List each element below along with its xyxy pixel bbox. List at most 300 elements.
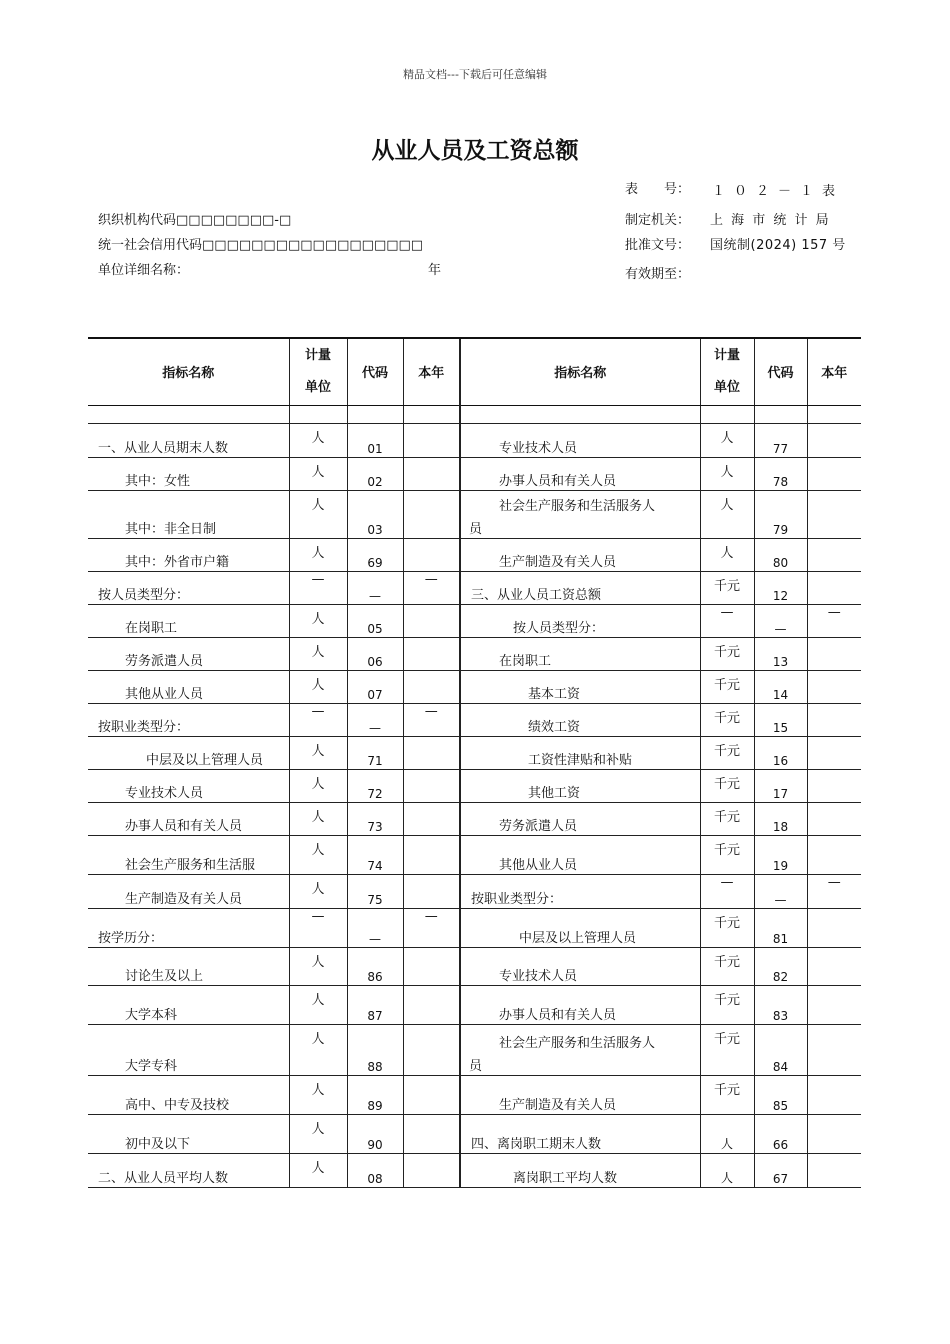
left-code-cell — [347, 802, 403, 835]
left-value-cell — [403, 703, 460, 736]
left-indicator-name: 办事人员和有关人员 — [125, 818, 243, 834]
left-unit: 人 — [311, 430, 325, 446]
org-code-label: 织织机构代码□□□□□□□□-□ — [98, 213, 292, 228]
right-unit: 人 — [720, 545, 734, 561]
left-value-cell — [403, 736, 460, 769]
table-row — [88, 985, 861, 1024]
right-code-cell — [754, 1153, 807, 1187]
valid-until-label: 有效期至： — [625, 267, 691, 282]
right-value-cell — [807, 874, 861, 908]
left-unit-cell — [289, 802, 347, 835]
left-unit: 人 — [311, 611, 325, 627]
left-code: 73 — [367, 819, 383, 834]
year-label: 年 — [428, 263, 442, 278]
right-indicator-cell — [460, 1024, 700, 1075]
right-code: 17 — [772, 786, 789, 801]
right-indicator-cell — [460, 703, 700, 736]
right-unit: — — [720, 604, 734, 620]
right-value-cell — [807, 1114, 861, 1153]
right-indicator-name: 按人员类型分： — [513, 620, 605, 636]
left-indicator-cell — [88, 908, 289, 947]
left-value-cell — [403, 1114, 460, 1153]
table-header-row — [88, 338, 861, 405]
left-indicator-cell — [88, 1024, 289, 1075]
right-unit: 人 — [720, 1170, 733, 1185]
left-value-cell — [403, 985, 460, 1024]
left-code-cell — [347, 1075, 403, 1114]
left-value-cell — [403, 490, 460, 538]
left-code: 86 — [367, 969, 383, 984]
right-indicator-name: 专业技术人员 — [499, 968, 578, 984]
left-code-cell — [347, 985, 403, 1024]
header-name-left: 指标名称 — [88, 338, 289, 405]
right-value-cell — [807, 703, 861, 736]
right-indicator-cell — [460, 1153, 700, 1187]
right-indicator-cell — [460, 1075, 700, 1114]
right-unit: 千元 — [713, 1031, 740, 1047]
left-code: 03 — [367, 522, 383, 537]
right-code: 66 — [772, 1137, 789, 1152]
table-no-label: 表 号： — [625, 182, 691, 197]
issuer-value: 上 海 市 统 计 局 — [710, 213, 831, 228]
left-indicator-name: 劳务派遣人员 — [125, 653, 204, 669]
left-value-cell — [403, 1024, 460, 1075]
right-value: — — [827, 604, 841, 620]
right-unit: — — [720, 874, 734, 890]
left-indicator-cell — [88, 985, 289, 1024]
right-code-cell — [754, 1075, 807, 1114]
right-code-cell — [754, 490, 807, 538]
right-unit-cell — [700, 604, 754, 637]
right-indicator-cell — [460, 947, 700, 985]
right-unit-cell — [700, 457, 754, 490]
left-value-cell — [403, 457, 460, 490]
right-value-cell — [807, 423, 861, 457]
left-unit-cell — [289, 1075, 347, 1114]
right-code: 85 — [772, 1098, 789, 1113]
left-code-cell — [347, 1114, 403, 1153]
right-unit: 人 — [720, 430, 734, 446]
left-code-cell — [347, 908, 403, 947]
right-indicator-cell — [460, 490, 700, 538]
table-row — [88, 736, 861, 769]
right-code-cell — [754, 835, 807, 874]
right-unit: 人 — [720, 497, 734, 513]
left-code-cell — [347, 769, 403, 802]
credit-code-label: 统一社会信用代码□□□□□□□□□□□□□□□□□□ — [98, 238, 424, 253]
left-indicator-cell — [88, 571, 289, 604]
left-indicator-name: 中层及以上管理人员 — [146, 752, 264, 768]
left-value-cell — [403, 769, 460, 802]
left-code-cell — [347, 670, 403, 703]
left-code-cell — [347, 874, 403, 908]
right-code-cell — [754, 637, 807, 670]
table-row — [88, 1024, 861, 1075]
right-code-cell — [754, 1114, 807, 1153]
left-indicator-cell — [88, 490, 289, 538]
right-code: 77 — [772, 441, 789, 456]
right-code-cell — [754, 985, 807, 1024]
right-code-cell — [754, 571, 807, 604]
right-value-cell — [807, 908, 861, 947]
left-indicator-name: 专业技术人员 — [125, 785, 204, 801]
left-unit-cell — [289, 538, 347, 571]
header-unit-right — [700, 338, 754, 405]
left-code: 01 — [367, 441, 383, 456]
left-unit: 人 — [311, 1082, 325, 1098]
left-unit-cell — [289, 908, 347, 947]
right-indicator-cell — [460, 670, 700, 703]
left-code-cell — [347, 835, 403, 874]
left-indicator-cell — [88, 1114, 289, 1153]
left-unit: — — [311, 703, 325, 719]
right-code: — — [774, 621, 787, 636]
right-unit: 千元 — [713, 842, 740, 858]
header-code-right: 代码 — [754, 338, 807, 405]
right-code-cell — [754, 769, 807, 802]
header-value-left: 本年 — [403, 338, 460, 405]
left-code: — — [369, 720, 381, 735]
left-indicator-cell — [88, 736, 289, 769]
left-code: 88 — [367, 1059, 383, 1074]
right-value-cell — [807, 985, 861, 1024]
left-code: 06 — [367, 654, 383, 669]
left-code: 89 — [367, 1098, 383, 1113]
left-indicator-name: 按人员类型分： — [98, 587, 190, 603]
left-unit-cell — [289, 769, 347, 802]
header-unit-top-left: 计量 — [304, 347, 331, 363]
right-code-cell — [754, 670, 807, 703]
right-unit-cell — [700, 423, 754, 457]
right-unit: 人 — [720, 1136, 733, 1151]
right-indicator-cell — [460, 874, 700, 908]
left-unit-cell — [289, 985, 347, 1024]
header-unit-bottom-left: 单位 — [304, 379, 331, 395]
table-row — [88, 604, 861, 637]
left-code: 75 — [367, 892, 383, 907]
left-indicator-cell — [88, 457, 289, 490]
left-indicator-cell — [88, 538, 289, 571]
right-code: 82 — [772, 969, 789, 984]
right-indicator-cell — [460, 423, 700, 457]
statistics-table — [88, 337, 861, 1188]
right-indicator-name: 在岗职工 — [499, 653, 552, 669]
right-unit-cell — [700, 1075, 754, 1114]
right-code: — — [774, 892, 787, 907]
left-code-cell — [347, 637, 403, 670]
right-value-cell — [807, 736, 861, 769]
left-unit: 人 — [311, 677, 325, 693]
left-unit: 人 — [311, 842, 325, 858]
left-indicator-name: 高中、中专及技校 — [125, 1097, 230, 1113]
right-code: 78 — [772, 474, 789, 489]
left-unit: — — [311, 571, 325, 587]
left-unit: 人 — [311, 644, 325, 660]
right-unit: 千元 — [713, 578, 740, 594]
right-indicator-name-wrap: 员 — [469, 1058, 483, 1074]
right-unit: 千元 — [713, 915, 740, 931]
table-row — [88, 874, 861, 908]
right-unit-cell — [700, 538, 754, 571]
right-unit-cell — [700, 736, 754, 769]
left-code: — — [369, 931, 381, 946]
left-unit: 人 — [311, 776, 325, 792]
page-title: 从业人员及工资总额 — [371, 137, 579, 164]
left-code-cell — [347, 571, 403, 604]
table-row — [88, 802, 861, 835]
table-row — [88, 769, 861, 802]
left-code: 74 — [367, 858, 383, 873]
right-value-cell — [807, 1153, 861, 1187]
left-code: 90 — [367, 1137, 383, 1152]
left-indicator-name: 其中：女性 — [125, 473, 191, 489]
right-indicator-cell — [460, 637, 700, 670]
left-indicator-name: 按学历分： — [98, 930, 164, 946]
right-unit-cell — [700, 874, 754, 908]
right-unit: 千元 — [713, 743, 740, 759]
right-code-cell — [754, 874, 807, 908]
right-indicator-cell — [460, 802, 700, 835]
right-value-cell — [807, 538, 861, 571]
left-unit-cell — [289, 703, 347, 736]
right-unit-cell — [700, 1024, 754, 1075]
left-indicator-name: 生产制造及有关人员 — [125, 891, 243, 907]
right-unit: 千元 — [713, 992, 740, 1008]
left-code-cell — [347, 736, 403, 769]
right-indicator-name: 离岗职工平均人数 — [513, 1170, 618, 1186]
header-code-left: 代码 — [347, 338, 403, 405]
right-value-cell — [807, 947, 861, 985]
right-code: 80 — [772, 555, 789, 570]
table-no-value: １０２－１表 — [712, 184, 845, 199]
left-value-cell — [403, 670, 460, 703]
left-unit-cell — [289, 1024, 347, 1075]
left-unit-cell — [289, 637, 347, 670]
table-row — [88, 1153, 861, 1187]
left-code-cell — [347, 947, 403, 985]
left-indicator-name: 讨论生及以上 — [125, 968, 204, 984]
right-indicator-name: 其他工资 — [528, 785, 581, 801]
left-code: 05 — [367, 621, 383, 636]
right-code: 18 — [772, 819, 789, 834]
right-code: 81 — [772, 931, 789, 946]
right-value-cell — [807, 457, 861, 490]
left-indicator-name: 其他从业人员 — [125, 686, 204, 702]
right-code-cell — [754, 423, 807, 457]
right-unit-cell — [700, 835, 754, 874]
right-indicator-name-wrap: 员 — [469, 521, 483, 537]
right-indicator-name: 基本工资 — [528, 686, 581, 702]
left-code: 02 — [367, 474, 383, 489]
table-row — [88, 1075, 861, 1114]
right-code: 67 — [772, 1171, 789, 1186]
left-indicator-cell — [88, 670, 289, 703]
left-indicator-cell — [88, 637, 289, 670]
header-unit-top-right: 计量 — [713, 347, 740, 363]
right-code-cell — [754, 538, 807, 571]
table-row — [88, 835, 861, 874]
right-value-cell — [807, 769, 861, 802]
left-unit: 人 — [311, 992, 325, 1008]
left-value-cell — [403, 835, 460, 874]
left-unit: 人 — [311, 545, 325, 561]
table-row — [88, 538, 861, 571]
left-code-cell — [347, 1153, 403, 1187]
right-code-cell — [754, 604, 807, 637]
right-indicator-cell — [460, 571, 700, 604]
right-indicator-cell — [460, 835, 700, 874]
left-unit: 人 — [311, 497, 325, 513]
right-indicator-name: 按职业类型分： — [471, 891, 563, 907]
left-code-cell — [347, 457, 403, 490]
table-row — [88, 490, 861, 538]
left-indicator-cell — [88, 703, 289, 736]
left-value: — — [424, 571, 438, 587]
right-unit: 人 — [720, 464, 734, 480]
right-value: — — [827, 874, 841, 890]
left-value-cell — [403, 604, 460, 637]
left-value-cell — [403, 1075, 460, 1114]
left-unit: 人 — [311, 464, 325, 480]
left-indicator-cell — [88, 947, 289, 985]
table-row — [88, 571, 861, 604]
table-row — [88, 947, 861, 985]
table-row — [88, 1114, 861, 1153]
left-value-cell — [403, 1153, 460, 1187]
right-unit-cell — [700, 947, 754, 985]
right-unit-cell — [700, 908, 754, 947]
issuer-label: 制定机关： — [625, 213, 691, 228]
right-code: 83 — [772, 1008, 789, 1023]
left-code-cell — [347, 604, 403, 637]
right-unit-cell — [700, 1153, 754, 1187]
right-unit-cell — [700, 490, 754, 538]
approval-value: 国统制(2024) 157 号 — [710, 238, 846, 253]
left-unit-cell — [289, 490, 347, 538]
right-code: 16 — [772, 753, 789, 768]
right-code-cell — [754, 947, 807, 985]
left-value-cell — [403, 423, 460, 457]
right-indicator-name: 劳务派遣人员 — [499, 818, 578, 834]
right-indicator-name: 办事人员和有关人员 — [499, 1007, 617, 1023]
left-indicator-name: 一、从业人员期末人数 — [98, 440, 229, 456]
right-indicator-name: 工资性津贴和补贴 — [528, 752, 633, 768]
left-indicator-cell — [88, 802, 289, 835]
right-code-cell — [754, 457, 807, 490]
left-value: — — [424, 908, 438, 924]
left-indicator-name: 大学本科 — [125, 1007, 178, 1023]
right-unit-cell — [700, 769, 754, 802]
table-row — [88, 908, 861, 947]
left-value-cell — [403, 874, 460, 908]
right-value-cell — [807, 1024, 861, 1075]
left-unit: 人 — [311, 1121, 325, 1137]
right-code: 79 — [772, 522, 789, 537]
right-unit-cell — [700, 571, 754, 604]
right-indicator-name: 生产制造及有关人员 — [499, 1097, 617, 1113]
left-indicator-name: 社会生产服务和生活服 — [125, 857, 256, 873]
right-code: 19 — [772, 858, 789, 873]
right-unit: 千元 — [713, 644, 740, 660]
right-unit-cell — [700, 985, 754, 1024]
left-unit-cell — [289, 1114, 347, 1153]
left-code: 87 — [367, 1008, 383, 1023]
right-value-cell — [807, 571, 861, 604]
left-value-cell — [403, 538, 460, 571]
right-indicator-cell — [460, 769, 700, 802]
right-unit: 千元 — [713, 1082, 740, 1098]
left-indicator-name: 其中：外省市户籍 — [125, 554, 230, 570]
left-code-cell — [347, 1024, 403, 1075]
table-row — [88, 423, 861, 457]
right-unit-cell — [700, 637, 754, 670]
right-code: 84 — [772, 1059, 789, 1074]
header-value-right: 本年 — [807, 338, 861, 405]
left-unit: 人 — [311, 1160, 325, 1176]
left-unit: — — [311, 908, 325, 924]
left-indicator-name: 二、从业人员平均人数 — [98, 1170, 229, 1186]
left-code: 69 — [367, 555, 383, 570]
right-indicator-cell — [460, 538, 700, 571]
right-unit-cell — [700, 802, 754, 835]
right-code-cell — [754, 908, 807, 947]
right-unit-cell — [700, 703, 754, 736]
left-indicator-name: 初中及以下 — [125, 1136, 191, 1152]
left-indicator-cell — [88, 423, 289, 457]
right-value-cell — [807, 490, 861, 538]
right-unit: 千元 — [713, 809, 740, 825]
right-code: 12 — [772, 588, 789, 603]
left-indicator-cell — [88, 874, 289, 908]
left-indicator-cell — [88, 835, 289, 874]
left-indicator-name: 大学专科 — [125, 1058, 178, 1074]
left-unit: 人 — [311, 809, 325, 825]
left-unit: 人 — [311, 1031, 325, 1047]
right-value-cell — [807, 1075, 861, 1114]
right-code-cell — [754, 736, 807, 769]
right-code: 15 — [772, 720, 789, 735]
left-value-cell — [403, 802, 460, 835]
left-unit-cell — [289, 874, 347, 908]
right-code: 13 — [772, 654, 789, 669]
approval-label: 批准文号： — [625, 238, 691, 253]
left-unit-cell — [289, 1153, 347, 1187]
right-indicator-cell — [460, 908, 700, 947]
right-unit: 千元 — [713, 677, 740, 693]
left-unit-cell — [289, 947, 347, 985]
left-value-cell — [403, 637, 460, 670]
right-indicator-name: 办事人员和有关人员 — [499, 473, 617, 489]
right-indicator-name: 绩效工资 — [528, 719, 581, 735]
right-indicator-name: 专业技术人员 — [499, 440, 578, 456]
right-unit: 千元 — [713, 776, 740, 792]
right-indicator-cell — [460, 1114, 700, 1153]
left-code-cell — [347, 703, 403, 736]
right-value-cell — [807, 835, 861, 874]
right-indicator-name: 生产制造及有关人员 — [499, 554, 617, 570]
left-value: — — [424, 703, 438, 719]
left-unit-cell — [289, 423, 347, 457]
left-unit: 人 — [311, 881, 325, 897]
left-indicator-name: 按职业类型分： — [98, 719, 190, 735]
right-indicator-name: 社会生产服务和生活服务人 — [499, 1035, 656, 1051]
table-row — [88, 637, 861, 670]
table-row — [88, 670, 861, 703]
right-indicator-cell — [460, 604, 700, 637]
header-unit-bottom-right: 单位 — [713, 379, 740, 395]
left-value-cell — [403, 947, 460, 985]
left-unit-cell — [289, 604, 347, 637]
